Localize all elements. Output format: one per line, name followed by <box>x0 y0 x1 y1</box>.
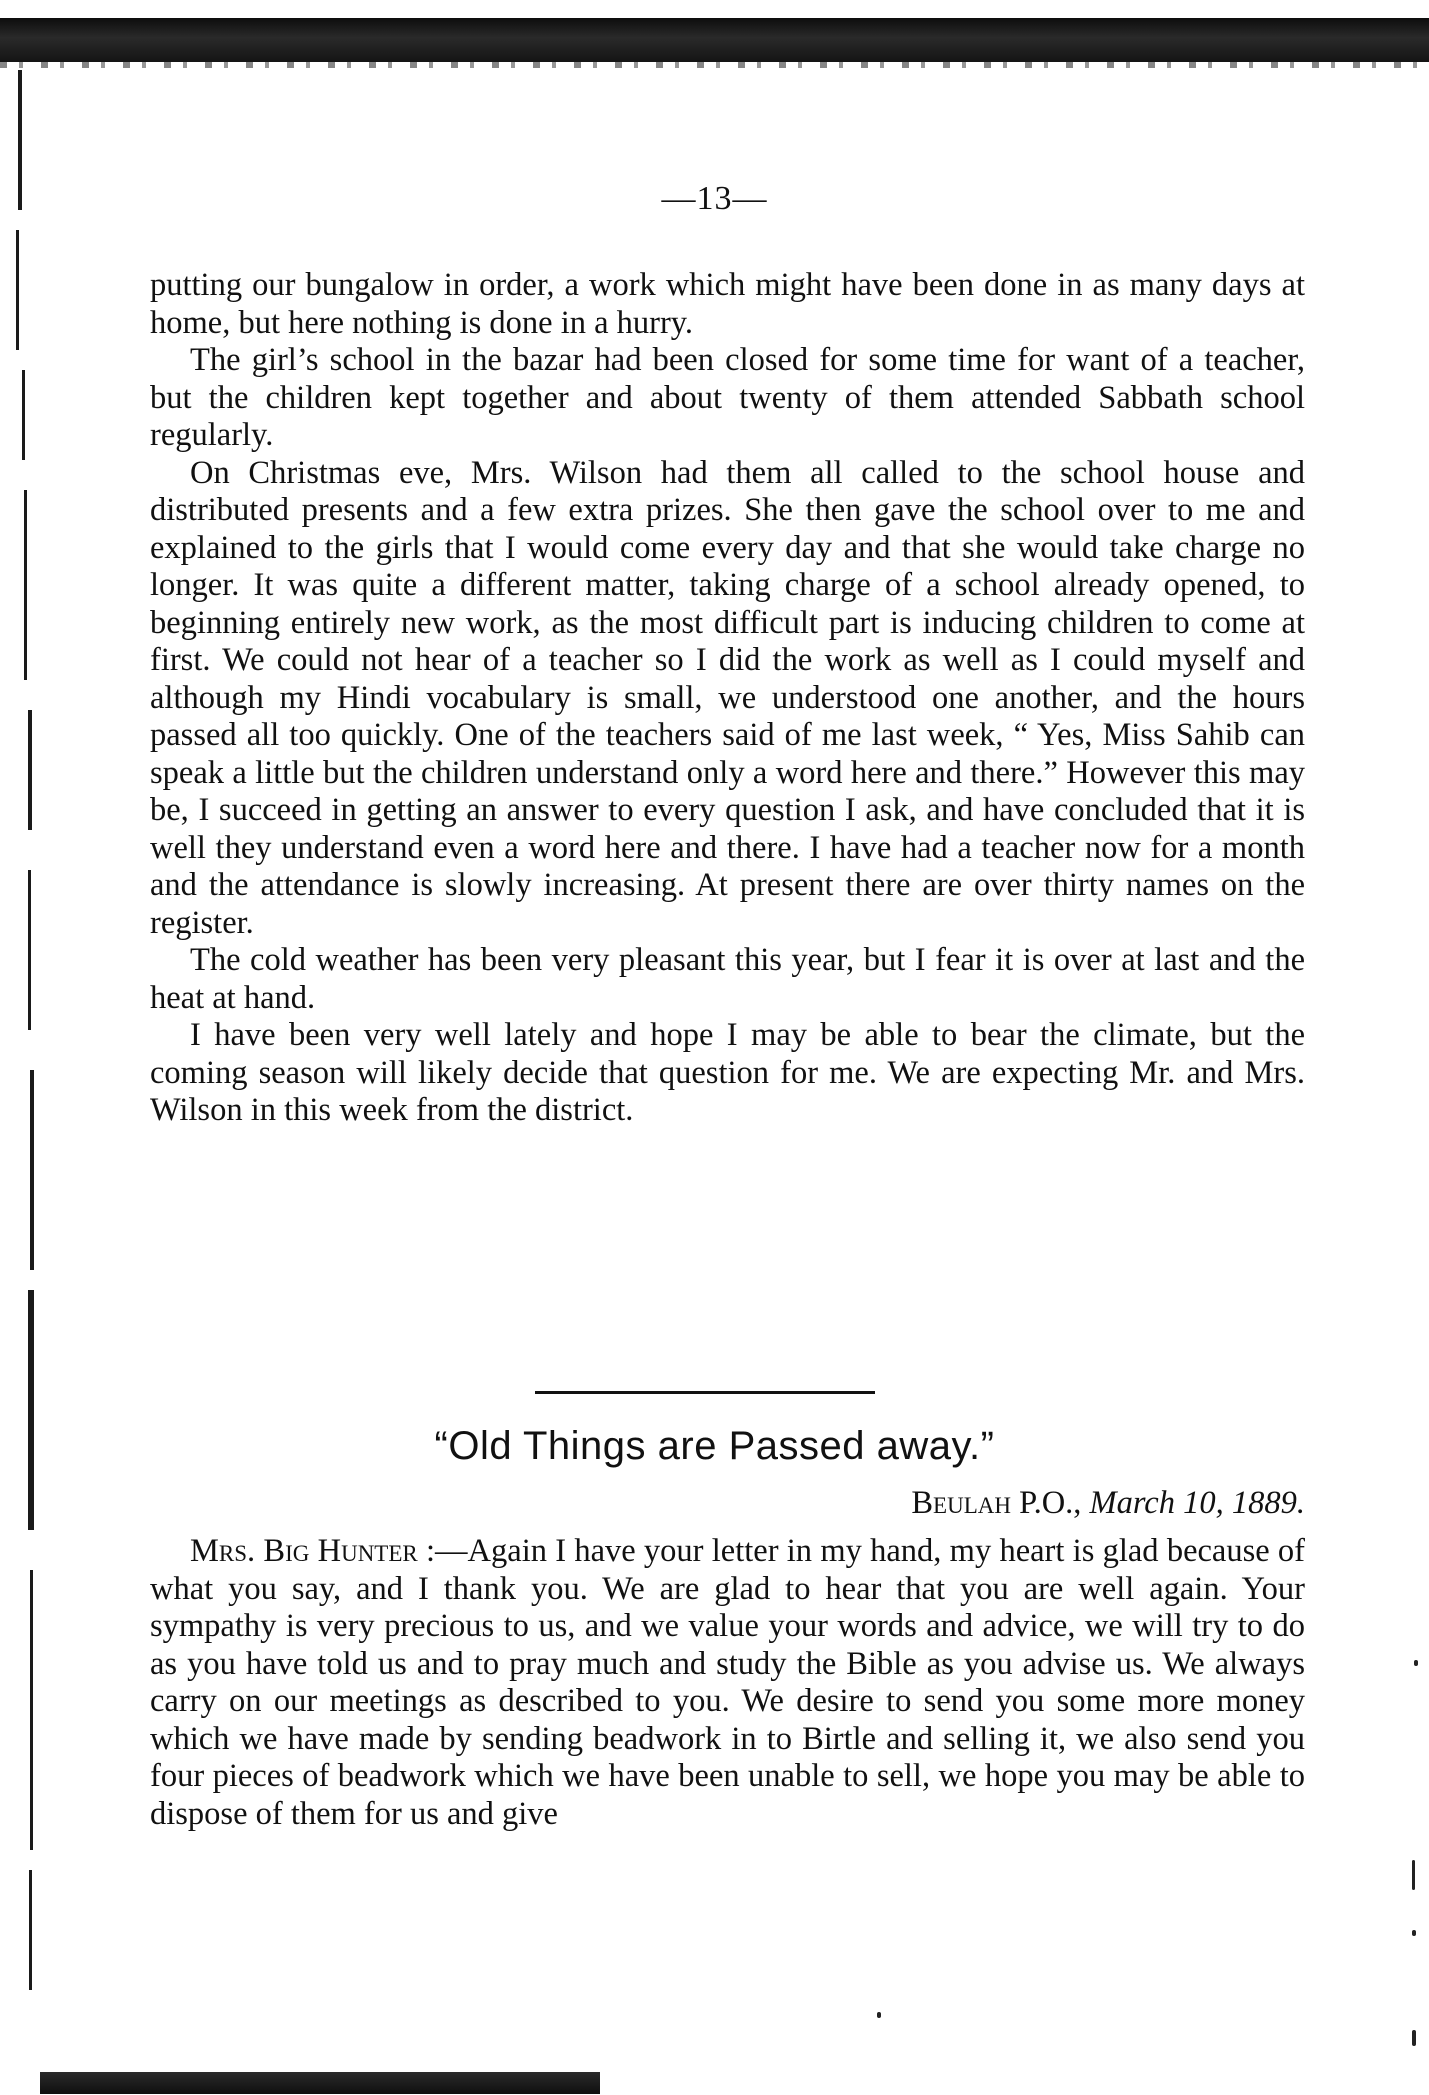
scan-bottom-border <box>40 2072 600 2094</box>
paragraph: The cold weather has been very pleasant this year, but I fear it is over at last and the heat at hand. <box>150 942 1305 1016</box>
letter-paragraph <box>150 1533 1305 1833</box>
scan-speck <box>1412 1860 1415 1890</box>
letter-salutation: Mrs. Big Hunter : <box>190 1533 436 1569</box>
letter-body <box>150 1533 1305 1833</box>
scan-speck <box>1412 1930 1416 1936</box>
paragraph: The girl’s school in the bazar had been closed for some time for want of a teacher, but the children kept together and about twenty of them attended Sabbath school regularly. <box>150 342 1305 453</box>
scan-top-border <box>0 18 1429 62</box>
letter-dateline <box>911 1485 1305 1522</box>
letter-title: “Old Things are Passed away.” <box>434 1424 995 1468</box>
letter-date: March 10, 1889. <box>1089 1485 1305 1521</box>
paragraph: I have been very well lately and hope I may be able to bear the climate, but the coming season will likely decide that question for me. We are expecting Mr. and Mrs. Wilson in this week from the district. <box>150 1017 1305 1128</box>
scan-left-edge <box>14 70 30 2000</box>
scan-speck <box>877 2012 881 2018</box>
section-divider <box>535 1391 875 1394</box>
scan-speck <box>1412 2030 1416 2046</box>
scan-speck <box>1414 1660 1418 1666</box>
letter-text: —Again I have your letter in my hand, my heart is glad because of what you say, and I thank you. We are glad to hear that you are well again. Your sympathy is very precious to us, and we value your words and advice, we will try to do as you have told us and to pray much and study the Bible as you advise us. We always carry on our meetings as described to you. We desire to send you some more money which we have made by sending beadwork in to Birtle and selling it, we also send you four pieces of beadwork which we have been unable to sell, we hope you may be able to dispose of them for us and give <box>150 1533 1305 1832</box>
letter-place: Beulah P.O., <box>911 1485 1082 1521</box>
paragraph: On Christmas eve, Mrs. Wilson had them all called to the school house and distributed presents and a few extra prizes. She then gave the school over to me and explained to the girls that I would come every day and that she would take charge no longer. It was quite a different matter, taking charge of a school already opened, to beginning entirely new work, as the most difficult part is inducing children to come at first. We could not hear of a teacher so I did the work as well as I could myself and although my Hindi vocabulary is small, we understood one another, and the hours passed all too quickly. One of the teachers said of me last week, “ Yes, Miss Sahib can speak a little but the children understand only a word here and there.” However this may be, I succeed in getting an answer to every question I ask, and have concluded that it is well they understand even a word here and there. I have had a teacher now for a month and the attendance is slowly increasing. At present there are over thirty names on the register. <box>150 454 1305 941</box>
paragraph: putting our bungalow in order, a work which might have been done in as many days at home, but here nothing is done in a hurry. <box>150 267 1305 341</box>
article-continuation <box>150 267 1305 1130</box>
page-number: —13— <box>661 180 768 217</box>
scan-top-noise <box>0 62 1429 68</box>
